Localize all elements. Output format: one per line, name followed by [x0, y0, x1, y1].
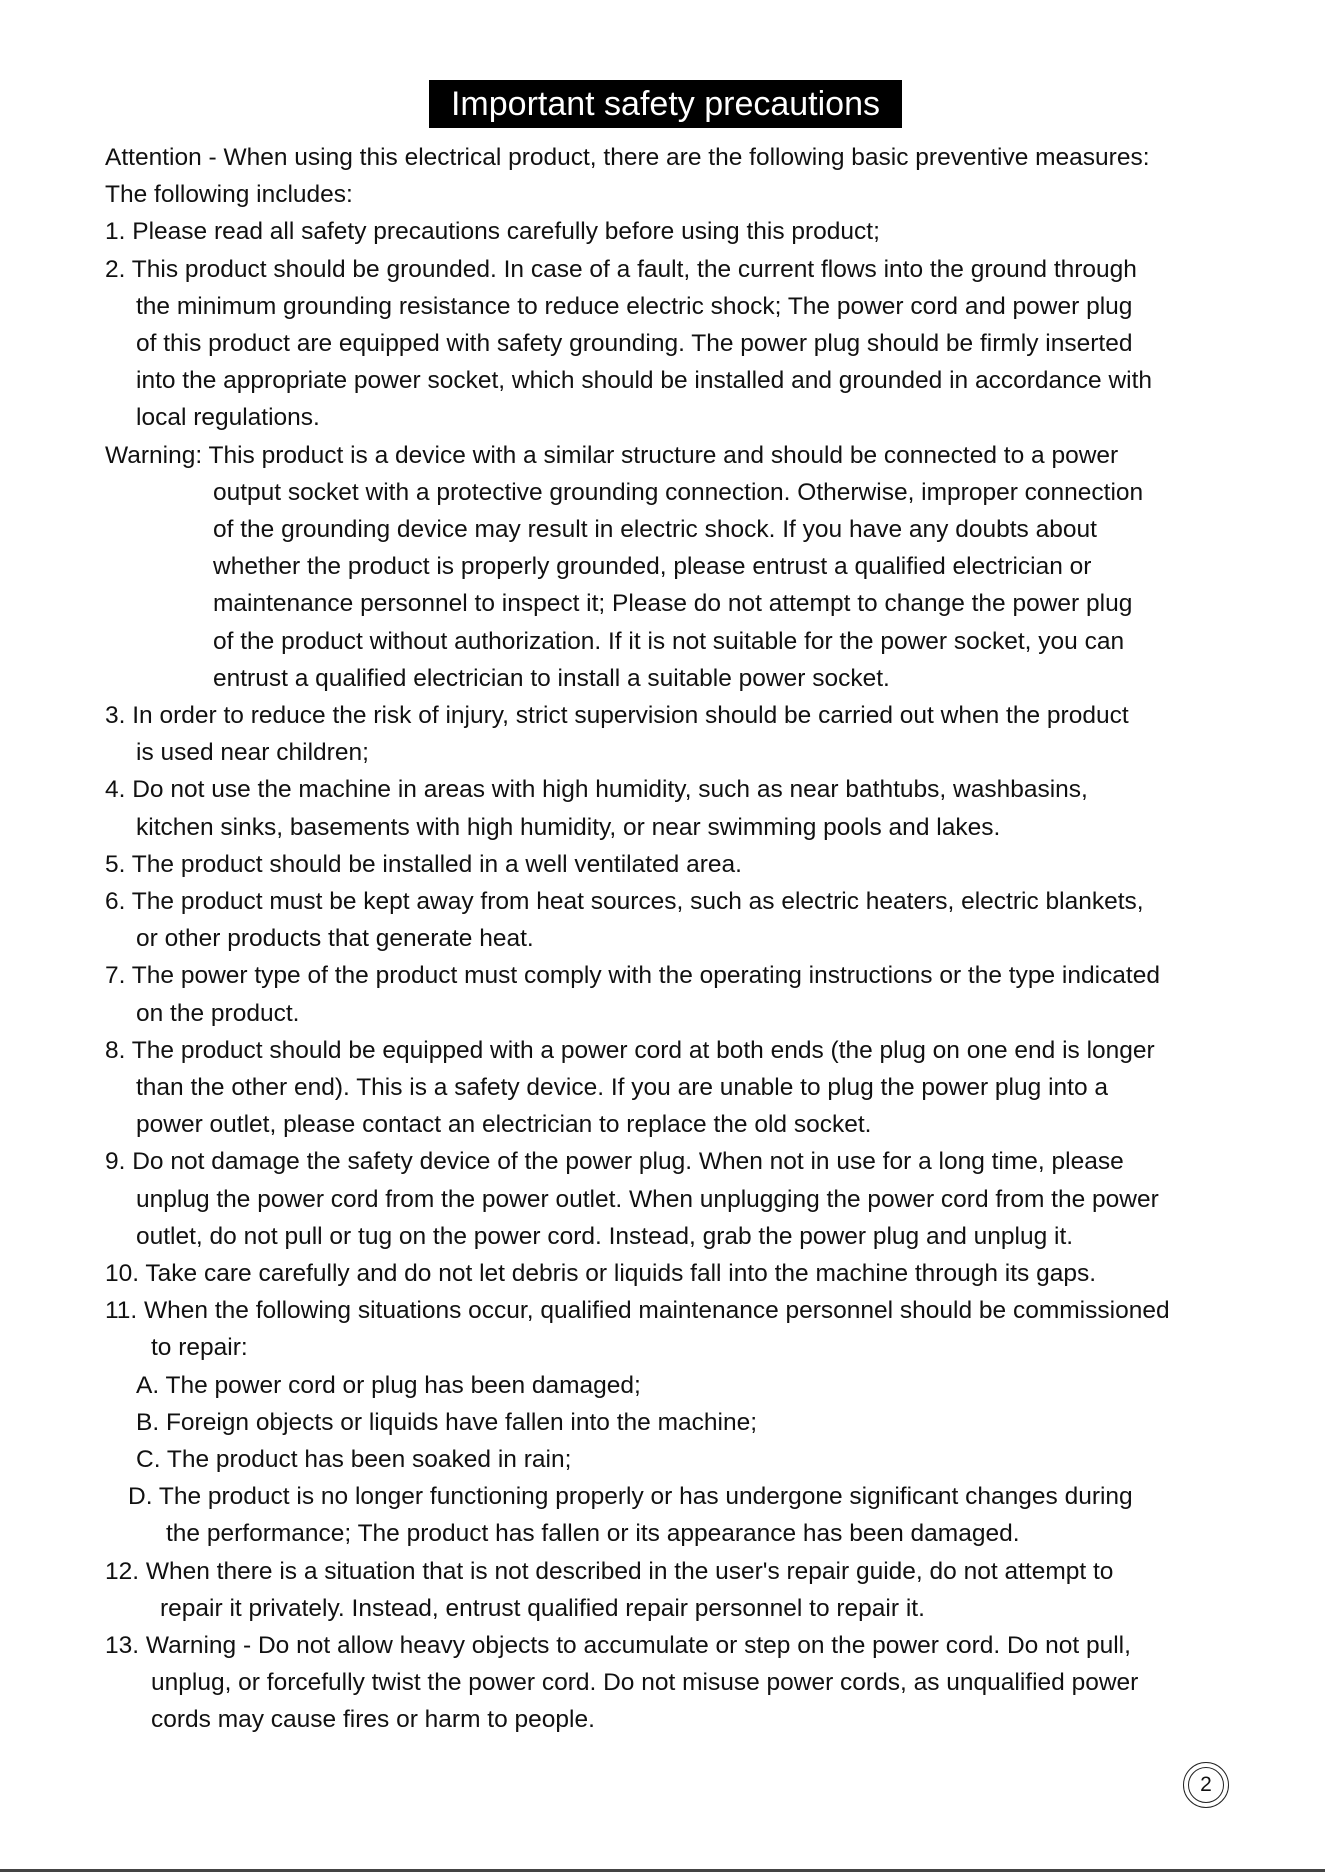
page-number-text: 2 — [1200, 1773, 1212, 1796]
text-line: The following includes: — [105, 181, 353, 209]
text-line: unplug, or forcefully twist the power cord. Do not misuse power cords, as unqualified power — [151, 1669, 1139, 1697]
text-line: 13. Warning - Do not allow heavy objects to accumulate or step on the power cord. Do not pull, — [105, 1632, 1131, 1659]
text-line: 10. Take care carefully and do not let debris or liquids fall into the machine through its gaps. — [105, 1260, 1097, 1287]
text-line: 8. The product should be equipped with a power cord at both ends (the plug on one end is longer — [105, 1036, 1155, 1064]
text-line: the minimum grounding resistance to reduce electric shock; The power cord and power plug — [136, 292, 1133, 320]
text-line: local regulations. — [136, 404, 320, 432]
text-line: of the grounding device may result in electric shock. If you have any doubts about — [213, 516, 1097, 543]
page-title — [429, 80, 902, 128]
text-line: 3. In order to reduce the risk of injury, strict supervision should be carried out when the product — [105, 702, 1129, 729]
text-line: 11. When the following situations occur, qualified maintenance personnel should be commissioned — [105, 1297, 1170, 1325]
text-line: or other products that generate heat. — [136, 925, 534, 953]
text-line: Attention - When using this electrical product, there are the following basic preventive measures: — [105, 144, 1150, 171]
page-number-badge — [1183, 1762, 1229, 1808]
text-line: whether the product is properly grounded, please entrust a qualified electrician or — [213, 553, 1092, 581]
text-line: into the appropriate power socket, which should be installed and grounded in accordance with — [136, 367, 1153, 395]
text-line: maintenance personnel to inspect it; Please do not attempt to change the power plug — [213, 590, 1133, 618]
text-line: kitchen sinks, basements with high humidity, or near swimming pools and lakes. — [136, 813, 1001, 841]
text-line: entrust a qualified electrician to install a suitable power socket. — [213, 664, 890, 692]
text-line: to repair: — [151, 1334, 248, 1362]
text-line: of the product without authorization. If it is not suitable for the power socket, you can — [213, 627, 1125, 655]
text-line: 4. Do not use the machine in areas with high humidity, such as near bathtubs, washbasins, — [105, 776, 1088, 804]
text-line: 7. The power type of the product must comply with the operating instructions or the type indicated — [105, 962, 1160, 990]
text-line: 1. Please read all safety precautions carefully before using this product; — [105, 218, 880, 246]
text-line: cords may cause fires or harm to people. — [151, 1706, 595, 1734]
text-line: power outlet, please contact an electrician to replace the old socket. — [136, 1111, 872, 1139]
text-line: is used near children; — [136, 739, 369, 767]
text-line: 2. This product should be grounded. In case of a fault, the current flows into the ground through — [105, 255, 1137, 283]
text-line: Warning: This product is a device with a similar structure and should be connected to a power — [105, 441, 1119, 469]
text-line: unplug the power cord from the power outlet. When unplugging the power cord from the power — [136, 1185, 1159, 1213]
page-title-text: Important safety precautions — [450, 84, 880, 123]
text-line: 5. The product should be installed in a well ventilated area. — [105, 850, 742, 878]
text-line: C. The product has been soaked in rain; — [136, 1446, 572, 1473]
text-line: of this product are equipped with safety grounding. The power plug should be firmly inserted — [136, 330, 1133, 357]
text-line: than the other end). This is a safety device. If you are unable to plug the power plug into a — [136, 1074, 1108, 1101]
text-line: D. The product is no longer functioning properly or has undergone significant changes during — [128, 1483, 1133, 1511]
text-line: 6. The product must be kept away from heat sources, such as electric heaters, electric blankets, — [105, 888, 1144, 915]
text-line: the performance; The product has fallen or its appearance has been damaged. — [166, 1520, 1020, 1548]
text-line: 12. When there is a situation that is not described in the user's repair guide, do not attempt to — [105, 1557, 1114, 1585]
text-line: A. The power cord or plug has been damaged; — [136, 1371, 641, 1399]
text-line: on the product. — [136, 999, 300, 1027]
text-line: B. Foreign objects or liquids have fallen into the machine; — [136, 1408, 758, 1436]
text-line: output socket with a protective grounding connection. Otherwise, improper connection — [213, 478, 1144, 506]
text-line: repair it privately. Instead, entrust qualified repair personnel to repair it. — [160, 1594, 925, 1622]
text-line: 9. Do not damage the safety device of the power plug. When not in use for a long time, please — [105, 1148, 1124, 1176]
text-line: outlet, do not pull or tug on the power cord. Instead, grab the power plug and unplug it. — [136, 1222, 1074, 1250]
